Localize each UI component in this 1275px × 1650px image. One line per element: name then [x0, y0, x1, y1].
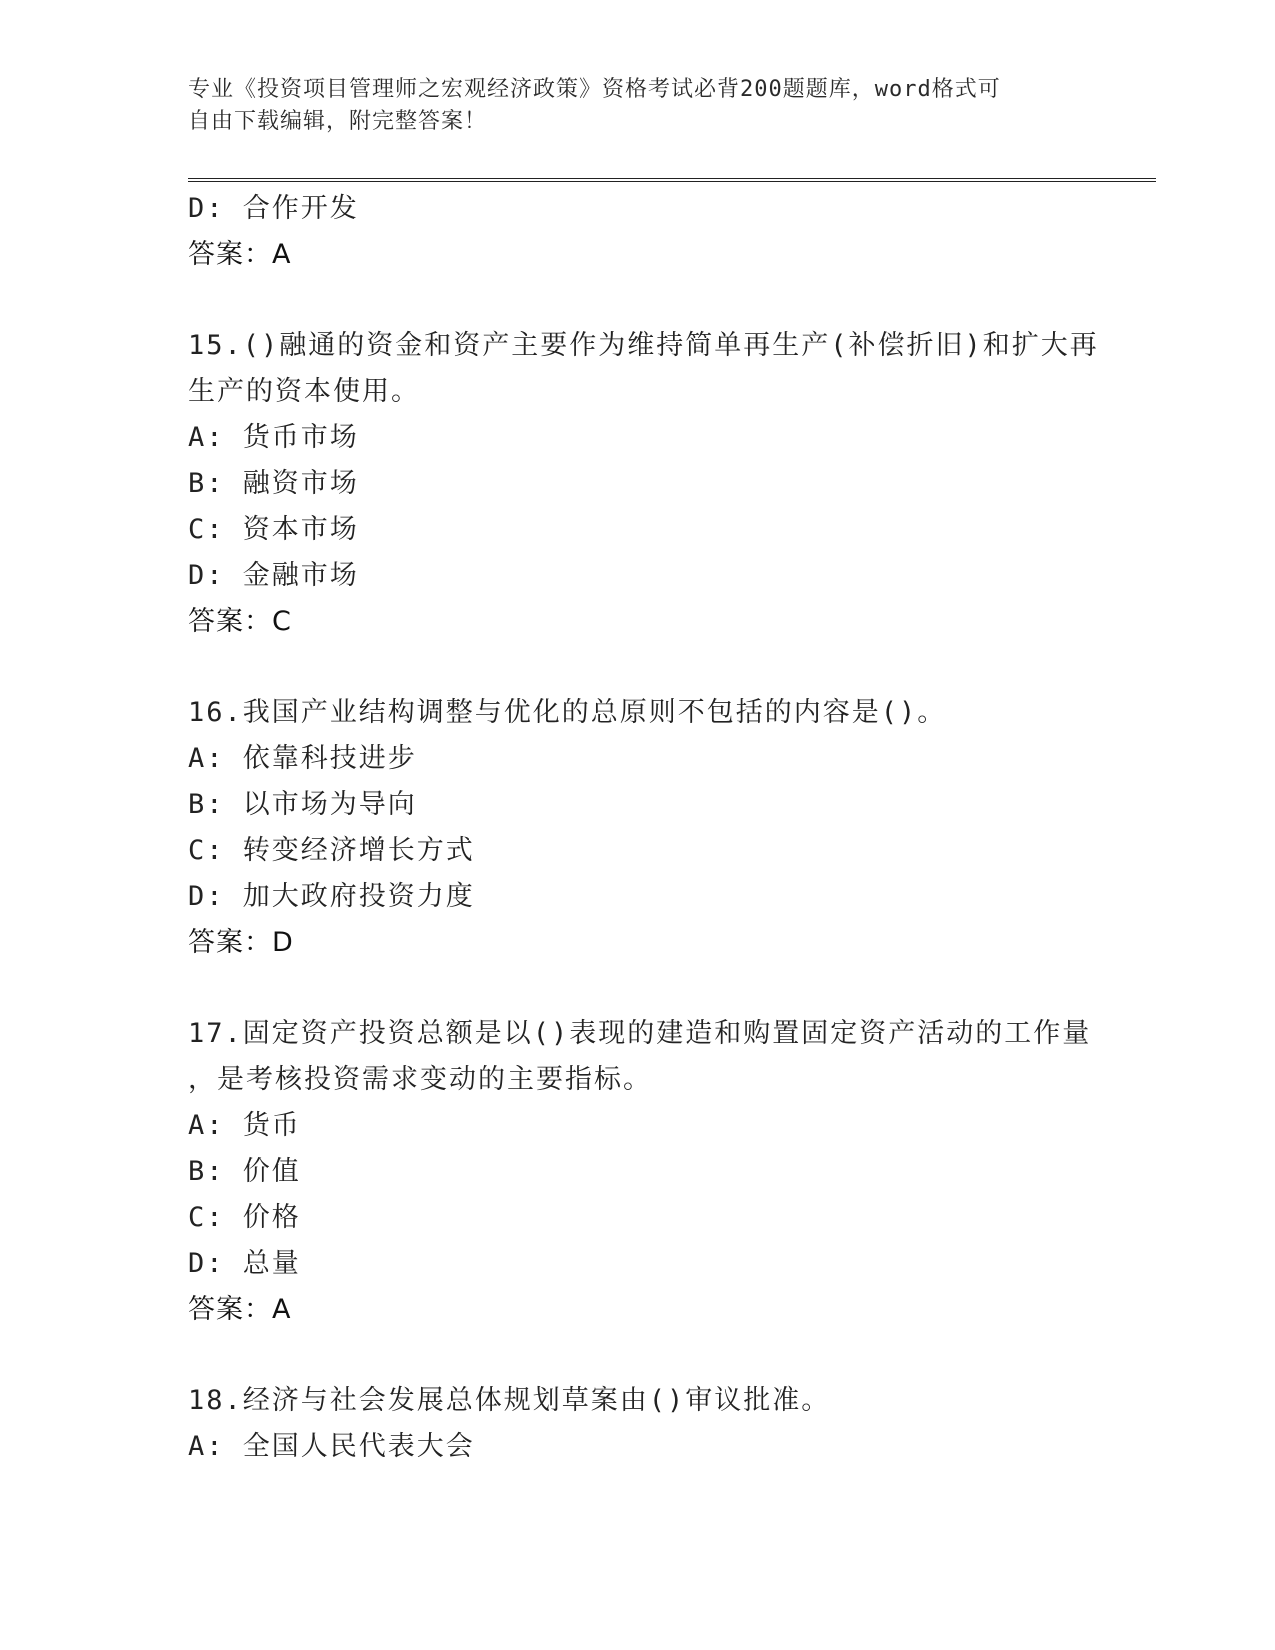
answer: 答案：A: [188, 239, 292, 270]
question-stem: 16.我国产业结构调整与优化的总原则不包括的内容是()。: [188, 697, 947, 728]
question-stem-cont: ，是考核投资需求变动的主要指标。: [188, 1064, 652, 1095]
option-d: D: 总量: [188, 1248, 301, 1279]
option-b: B: 融资市场: [188, 468, 359, 499]
option-a: A: 货币市场: [188, 422, 359, 453]
question-stem: 17.固定资产投资总额是以()表现的建造和购置固定资产活动的工作量: [188, 1018, 1092, 1049]
question-15: [188, 323, 1099, 645]
option-d: D: 合作开发: [188, 193, 359, 224]
question-17: [188, 1011, 1092, 1333]
question-stem: 18.经济与社会发展总体规划草案由()审议批准。: [188, 1385, 831, 1416]
option-a: A: 货币: [188, 1110, 301, 1141]
answer: 答案：D: [188, 927, 294, 958]
option-d: D: 加大政府投资力度: [188, 881, 475, 912]
option-a: A: 全国人民代表大会: [188, 1431, 475, 1462]
answer: 答案：C: [188, 606, 292, 637]
answer: 答案：A: [188, 1294, 292, 1325]
question-18: [188, 1378, 1088, 1470]
header-line-1: 专业《投资项目管理师之宏观经济政策》资格考试必背200题题库，word格式可: [188, 77, 1001, 102]
option-b: B: 价值: [188, 1156, 301, 1187]
header-line-2: 自由下载编辑，附完整答案！: [188, 109, 488, 134]
document-header: [188, 74, 1088, 138]
question-stem: 15.()融通的资金和资产主要作为维持简单再生产(补偿折旧)和扩大再: [188, 330, 1099, 361]
option-b: B: 以市场为导向: [188, 789, 417, 820]
option-c: C: 价格: [188, 1202, 301, 1233]
question-stem-cont: 生产的资本使用。: [188, 376, 420, 407]
header-divider: [188, 178, 1156, 182]
option-c: C: 资本市场: [188, 514, 359, 545]
option-d: D: 金融市场: [188, 560, 359, 591]
option-a: A: 依靠科技进步: [188, 743, 417, 774]
question-list: [188, 186, 1099, 1470]
option-c: C: 转变经济增长方式: [188, 835, 475, 866]
question-16: [188, 690, 1088, 966]
